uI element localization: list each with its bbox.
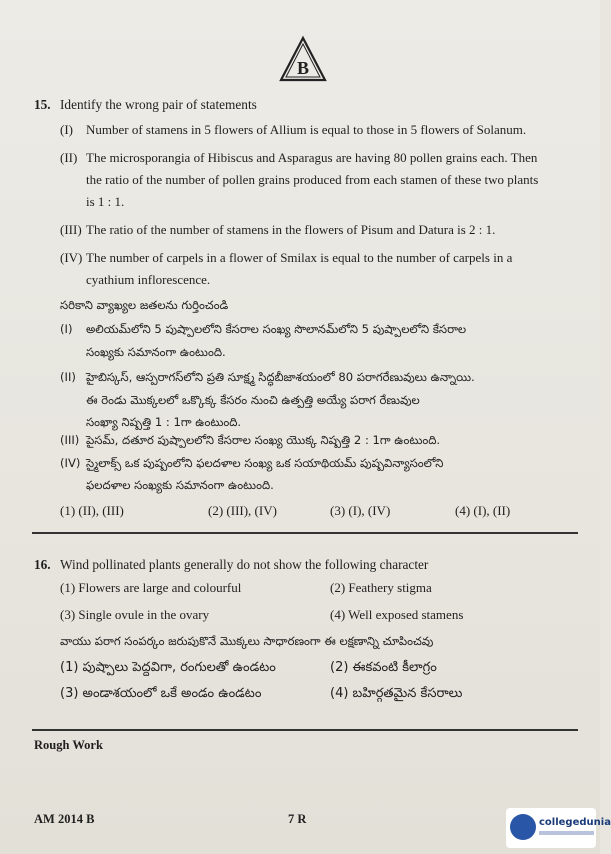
page-number: 7 R <box>288 812 307 826</box>
q15-telugu-statement-4: (IV) స్మైలాక్స్ ఒక పుష్పంలోని ఫలదళాల సంఖ్య ఒక సయాథియమ్ పుష్పవిన్యాసంలోని <box>60 456 444 470</box>
q16-option-4[interactable]: (4) Well exposed stamens <box>330 607 464 622</box>
rough-work-divider <box>32 729 578 731</box>
q15-statement-3: (III) The ratio of the number of stamens in the flowers of Pisum and Datura is 2 : 1. <box>60 222 496 237</box>
q15-number: 15. <box>34 97 51 112</box>
q15-option-4[interactable]: (4) (I), (II) <box>455 503 511 518</box>
q16-telugu-option-3[interactable]: (3) అండాశయంలో ఒకే అండం ఉండటం <box>60 686 262 701</box>
q15-statement-2: (II) The microsporangia of Hibiscus and Asparagus are having 80 pollen grains each. Then <box>60 150 538 165</box>
paper-code: AM 2014 B <box>34 812 95 826</box>
q15-telugu-statement-1: (I) అలియమ్‌లోని 5 పుష్పాలలోని కేసరాల సంఖ్య సొలానమ్‌లోని 5 పుష్పాలలోని కేసరాల <box>60 322 467 336</box>
graduate-avatar-icon <box>510 814 536 840</box>
q15-telugu-statement-1-line-2: సంఖ్యకు సమానంగా ఉంటుంది. <box>86 345 226 359</box>
q16-option-2[interactable]: (2) Feathery stigma <box>330 580 432 595</box>
q16-number: 16. <box>34 557 51 572</box>
badge-letter: B <box>296 58 310 78</box>
q15-telugu-statement-4-line-2: ఫలదళాల సంఖ్యకు సమానంగా ఉంటుంది. <box>86 478 274 492</box>
logo-tagline-bar <box>539 831 594 835</box>
q16-telugu-option-2[interactable]: (2) ఈకవంటి కీలాగ్రం <box>330 660 437 675</box>
q15-statement-1: (I) Number of stamens in 5 flowers of Allium is equal to those in 5 flowers of Solanum. <box>60 122 527 137</box>
q15-statement-4-line-2: cyathium inflorescence. <box>86 272 211 287</box>
question-divider <box>32 532 578 534</box>
q16-telugu-option-1[interactable]: (1) పుష్పాలు పెద్దవిగా, రంగులతో ఉండటం <box>60 660 276 675</box>
q16-title: Wind pollinated plants generally do not show the following character <box>60 557 429 572</box>
q15-option-1[interactable]: (1) (II), (III) <box>60 503 124 518</box>
q15-telugu-statement-2-line-2: ఈ రెండు మొక్కలలో ఒక్కొక్క కేసరం నుంచి ఉత్పత్తి అయ్యే పరాగ రేణువుల <box>86 393 420 407</box>
q15-telugu-statement-3: (III) పైసమ్, దతూర పుష్పాలలోని కేసరాల సంఖ్య యొక్క నిష్పత్తి 2 : 1గా ఉంటుంది. <box>60 433 441 447</box>
collegedunia-logo <box>506 808 611 848</box>
triangle-badge-icon <box>279 36 327 82</box>
q16-telugu-option-4[interactable]: (4) బహిర్గతమైన కేసరాలు <box>330 686 463 701</box>
q15-telugu-statement-2-line-3: సంఖ్యా నిష్పత్తి 1 : 1గా ఉంటుంది. <box>86 415 242 429</box>
q15-title: Identify the wrong pair of statements <box>60 97 257 112</box>
q15-telugu-title: సరికాని వ్యాఖ్యల జతలను గుర్తించండి <box>60 298 229 312</box>
rough-work-label: Rough Work <box>34 738 103 752</box>
q15-telugu-statement-2: (II) హైబిస్కస్, ఆస్పరాగస్‌లోని ప్రతి సూక్ష్మ సిద్ధబీజాశయంలో 80 పరాగరేణువులు ఉన్నాయి. <box>60 370 475 384</box>
logo-name: collegedunia <box>539 817 611 828</box>
q15-option-3[interactable]: (3) (I), (IV) <box>330 503 391 518</box>
q16-telugu-title: వాయు పరాగ సంపర్కం జరుపుకొనే మొక్కలు సాధారణంగా ఈ లక్షణాన్ని చూపించవు <box>60 634 434 648</box>
q15-option-2[interactable]: (2) (III), (IV) <box>208 503 277 518</box>
q15-statement-4: (IV) The number of carpels in a flower of Smilax is equal to the number of carpels in a <box>60 250 513 265</box>
paper-set-badge <box>279 36 327 82</box>
q16-option-3[interactable]: (3) Single ovule in the ovary <box>60 607 210 622</box>
q15-statement-2-line-3: is 1 : 1. <box>86 194 125 209</box>
q15-statement-2-line-2: the ratio of the number of pollen grains produced from each stamen of these two plants <box>86 172 539 187</box>
q16-option-1[interactable]: (1) Flowers are large and colourful <box>60 580 242 595</box>
